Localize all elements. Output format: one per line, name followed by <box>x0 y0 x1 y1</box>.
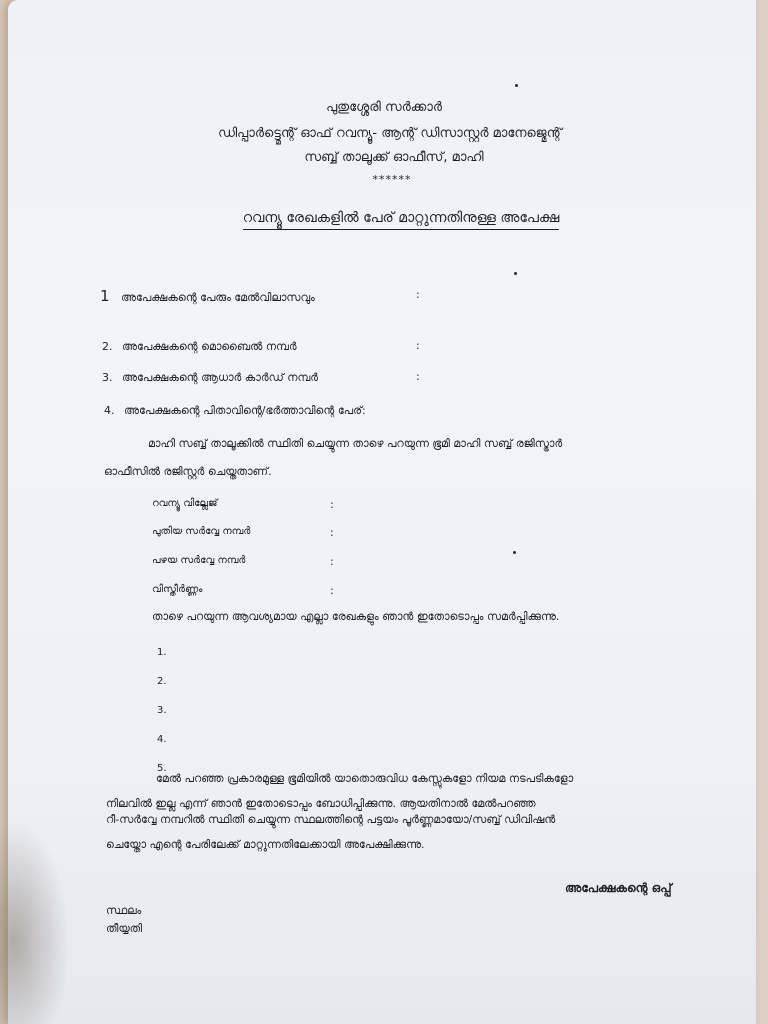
field-label: അപേക്ഷകന്റെ ആധാർ കാർഡ് നമ്പർ <box>122 371 318 384</box>
field-colon: : <box>330 555 334 568</box>
field-row-father-husband <box>104 404 366 418</box>
date-label: തീയ്യതി <box>106 922 143 935</box>
field-label: അപേക്ഷകന്റെ പിതാവിന്റെ/ഭർത്താവിന്റെ പേര്: <box>124 404 366 417</box>
land-statement-line: മാഹി സബ്ബ് താലൂക്കിൽ സ്ഥിതി ചെയ്യുന്ന താഴെ പറയുന്ന ഭൂമി മാഹി സബ്ബ് രജിസ്ട്രാർ <box>148 437 563 450</box>
document-list-item: 1. <box>157 647 167 658</box>
place-label: സ്ഥലം <box>106 904 142 917</box>
form-title: റവന്യൂ രേഖകളിൽ പേര് മാറ്റുന്നതിനുള്ള അപേക്ഷ <box>0 210 768 226</box>
field-row-aadhaar <box>102 371 318 385</box>
signature-label: അപേക്ഷകന്റെ ഒപ്പ് <box>565 881 672 895</box>
speck <box>513 551 516 554</box>
field-number: 4. <box>104 404 115 417</box>
field-colon: : <box>416 339 420 352</box>
field-colon: : <box>330 526 334 539</box>
land-statement-line: ഓഫീസിൽ രജിസ്റ്റർ ചെയ്തതാണ്. <box>104 465 272 478</box>
field-row-name-address <box>100 287 315 305</box>
header-stars: ****** <box>372 173 412 186</box>
declaration-line: റീ-സർവ്വേ നമ്പറിൽ സ്ഥിതി ചെയ്യുന്ന സ്ഥലത്തിന്റെ പട്ടയം പൂർണ്ണമായോ/സബ്ബ് ഡിവിഷൻ <box>106 813 556 826</box>
declaration-line: ചെയ്തോ എന്റെ പേരിലേക്ക് മാറ്റുന്നതിലേക്കായി അപേക്ഷിക്കുന്നു. <box>106 838 425 851</box>
document-list-item: 2. <box>157 676 167 687</box>
header-department: ഡിപ്പാർട്ട്മെന്റ് ഓഫ് റവന്യൂ- ആന്റ് ഡിസാസ്റ്റർ മാനേജ്മെന്റ് <box>218 126 562 141</box>
land-field-new-survey: പുതിയ സർവ്വേ നമ്പർ <box>152 526 251 537</box>
document-list-item: 5. <box>157 763 167 774</box>
header-government: പുതുശ്ശേരി സർക്കാർ <box>326 100 442 115</box>
field-number: 2. <box>102 340 113 353</box>
field-number: 3. <box>102 371 113 384</box>
field-row-mobile <box>102 340 297 354</box>
finger-shadow <box>0 820 70 1024</box>
declaration-line: നിലവിൽ ഇല്ല എന്ന് ഞാൻ ഇതോടൊപ്പം ബോധിപ്പിക്കുന്നു. ആയതിനാൽ മേൽപറഞ്ഞ <box>106 797 536 810</box>
field-colon: : <box>330 584 334 597</box>
speck <box>515 84 518 87</box>
land-field-old-survey: പഴയ സർവ്വേ നമ്പർ <box>152 555 246 566</box>
field-colon: : <box>416 370 420 383</box>
field-label: അപേക്ഷകന്റെ മൊബൈൽ നമ്പർ <box>122 340 297 353</box>
documents-statement: താഴെ പറയുന്ന ആവശ്യമായ എല്ലാ രേഖകളും ഞാൻ ഇതോടൊപ്പം സമർപ്പിക്കുന്നു. <box>152 610 560 623</box>
land-field-area: വിസ്തീർണ്ണം <box>152 584 203 595</box>
document-list-item: 3. <box>157 705 167 716</box>
land-field-village: റവന്യൂ വില്ലേജ് <box>152 498 218 509</box>
field-colon: : <box>416 288 420 301</box>
document-list-item: 4. <box>157 734 167 745</box>
speck <box>514 272 517 275</box>
field-number: 1 <box>100 287 110 305</box>
field-colon: : <box>330 498 334 511</box>
header-office: സബ്ബ് താലൂക്ക് ഓഫീസ്, മാഹി <box>304 150 484 165</box>
field-label: അപേക്ഷകന്റെ പേരും മേൽവിലാസവും <box>121 291 315 304</box>
declaration-line: മേൽ പറഞ്ഞ പ്രകാരമുള്ള ഭൂമിയിൽ യാതൊരുവിധ കേസ്സുകളോ നിയമ നടപടികളോ <box>156 772 574 785</box>
